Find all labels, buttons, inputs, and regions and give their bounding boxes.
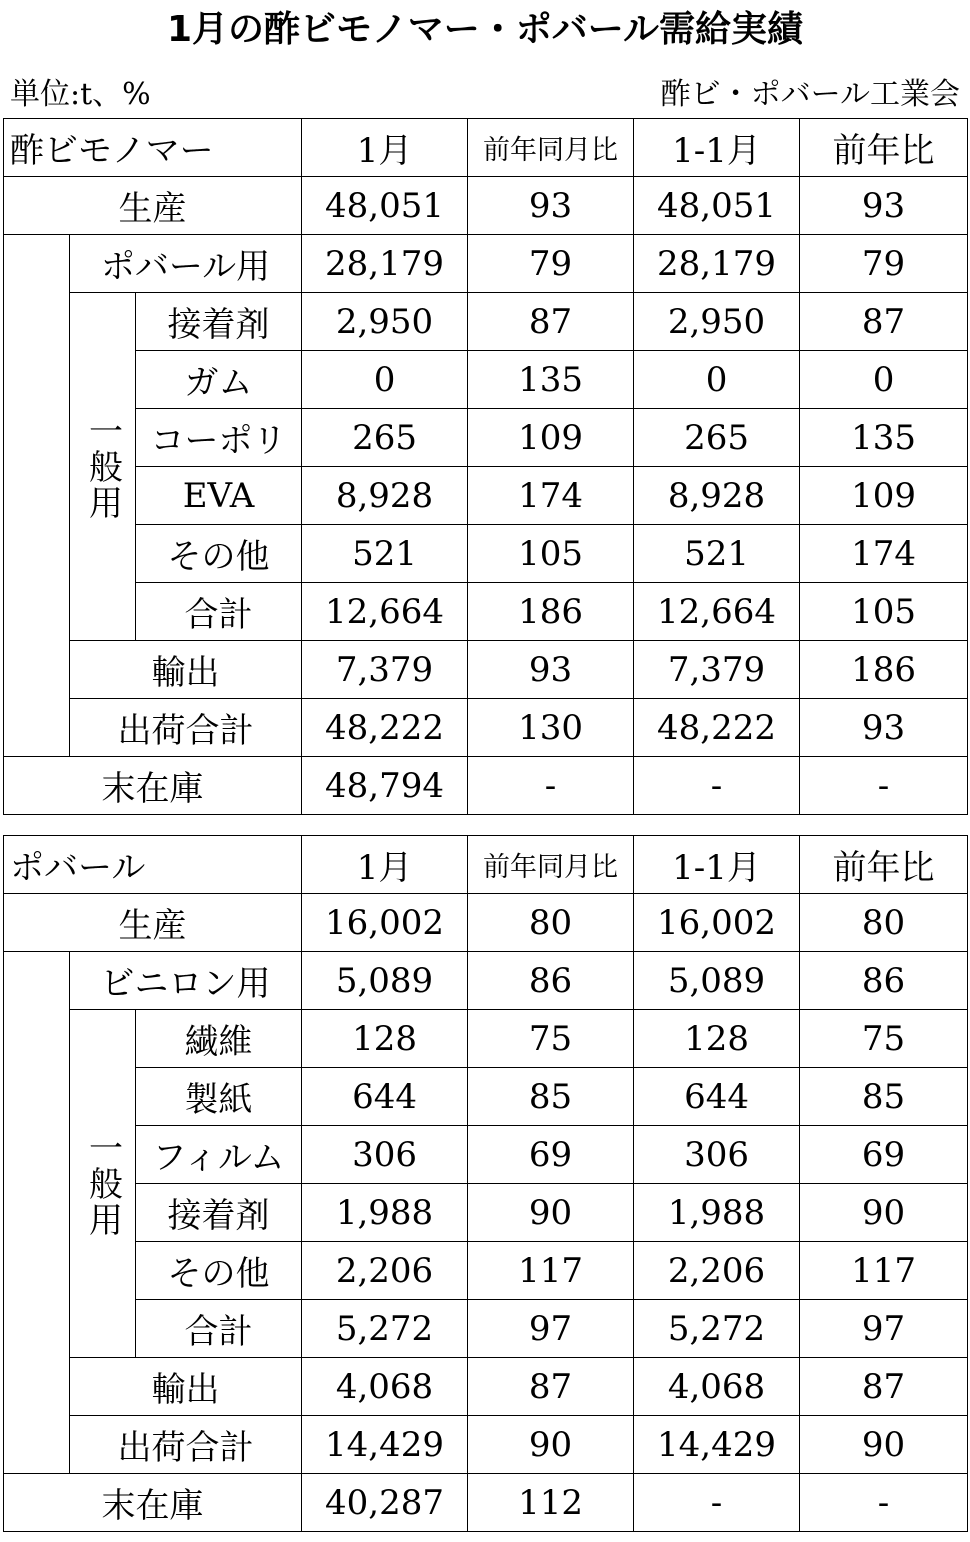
row-label: 末在庫 xyxy=(4,1474,302,1532)
table-header-row xyxy=(4,836,968,894)
indent-spacer xyxy=(4,235,70,757)
table-cell: 28,179 xyxy=(634,235,800,293)
table-row xyxy=(4,1300,968,1358)
row-label: 出荷合計 xyxy=(70,699,302,757)
row-label: その他 xyxy=(136,1242,302,1300)
table-cell: 69 xyxy=(468,1126,634,1184)
table-cell: 4,068 xyxy=(634,1358,800,1416)
table-cell: 644 xyxy=(634,1068,800,1126)
column-header: 前年比 xyxy=(800,836,968,894)
table-row xyxy=(4,1358,968,1416)
table-cell: 86 xyxy=(800,952,968,1010)
row-label: 合計 xyxy=(136,583,302,641)
table-row xyxy=(4,525,968,583)
column-header: 1月 xyxy=(302,836,468,894)
table-cell: 265 xyxy=(634,409,800,467)
table-row xyxy=(4,1416,968,1474)
unit-label: 単位:t、% xyxy=(10,77,151,112)
table-row xyxy=(4,177,968,235)
row-label: ガム xyxy=(136,351,302,409)
table-header-label: ポバール xyxy=(4,836,302,894)
table-cell: 86 xyxy=(468,952,634,1010)
table-cell: 117 xyxy=(800,1242,968,1300)
table-cell: 1,988 xyxy=(634,1184,800,1242)
table-row xyxy=(4,1242,968,1300)
source-label: 酢ビ・ポバール工業会 xyxy=(660,77,960,112)
table-cell: 90 xyxy=(800,1416,968,1474)
table-cell: 7,379 xyxy=(634,641,800,699)
table-row xyxy=(4,1068,968,1126)
table-row xyxy=(4,293,968,351)
table-cell: 5,089 xyxy=(634,952,800,1010)
vertical-label-text: 一般用 xyxy=(82,1129,123,1238)
row-label: フィルム xyxy=(136,1126,302,1184)
table-cell: - xyxy=(468,757,634,815)
table-cell: 90 xyxy=(468,1184,634,1242)
table-cell: 93 xyxy=(800,177,968,235)
table-row xyxy=(4,1126,968,1184)
table-header-row xyxy=(4,119,968,177)
table-cell: 79 xyxy=(800,235,968,293)
table-cell: 2,206 xyxy=(302,1242,468,1300)
table-cell: 8,928 xyxy=(302,467,468,525)
column-header: 前年同月比 xyxy=(468,836,634,894)
table-cell: 87 xyxy=(468,1358,634,1416)
table-row xyxy=(4,1474,968,1532)
table-row xyxy=(4,235,968,293)
table-row xyxy=(4,351,968,409)
table-cell: 85 xyxy=(468,1068,634,1126)
row-label: ビニロン用 xyxy=(70,952,302,1010)
row-label: コーポリ xyxy=(136,409,302,467)
row-label: その他 xyxy=(136,525,302,583)
table-cell: 2,206 xyxy=(634,1242,800,1300)
table-cell: 306 xyxy=(634,1126,800,1184)
table-cell: 1,988 xyxy=(302,1184,468,1242)
table-cell: - xyxy=(800,1474,968,1532)
table-cell: 97 xyxy=(468,1300,634,1358)
table-cell: 2,950 xyxy=(634,293,800,351)
table-row xyxy=(4,409,968,467)
row-label: 出荷合計 xyxy=(70,1416,302,1474)
table-cell: 75 xyxy=(800,1010,968,1068)
table-cell: 93 xyxy=(468,177,634,235)
table-cell: 117 xyxy=(468,1242,634,1300)
table-cell: 7,379 xyxy=(302,641,468,699)
table-cell: 174 xyxy=(468,467,634,525)
table-row xyxy=(4,699,968,757)
column-header: 1月 xyxy=(302,119,468,177)
table-cell: 16,002 xyxy=(302,894,468,952)
table-row xyxy=(4,1010,968,1068)
table-cell: 87 xyxy=(468,293,634,351)
table-cell: 521 xyxy=(302,525,468,583)
general-use-label xyxy=(70,293,136,641)
table-row xyxy=(4,467,968,525)
table-cell: 48,222 xyxy=(302,699,468,757)
general-use-label xyxy=(70,1010,136,1358)
table-cell: - xyxy=(800,757,968,815)
table-cell: 186 xyxy=(468,583,634,641)
column-header: 前年比 xyxy=(800,119,968,177)
table-cell: 16,002 xyxy=(634,894,800,952)
table-cell: 85 xyxy=(800,1068,968,1126)
column-header: 前年同月比 xyxy=(468,119,634,177)
table-cell: 265 xyxy=(302,409,468,467)
table-cell: 40,287 xyxy=(302,1474,468,1532)
table-row xyxy=(4,641,968,699)
table-cell: 5,272 xyxy=(634,1300,800,1358)
table-cell: 48,051 xyxy=(302,177,468,235)
table-cell: 109 xyxy=(800,467,968,525)
table-cell: 79 xyxy=(468,235,634,293)
table-cell: 14,429 xyxy=(302,1416,468,1474)
vam-table xyxy=(3,118,968,815)
table-cell: 306 xyxy=(302,1126,468,1184)
table-cell: 48,051 xyxy=(634,177,800,235)
table-row xyxy=(4,894,968,952)
table-cell: 75 xyxy=(468,1010,634,1068)
table-row xyxy=(4,1184,968,1242)
table-cell: 105 xyxy=(800,583,968,641)
table-cell: 0 xyxy=(302,351,468,409)
row-label: 合計 xyxy=(136,1300,302,1358)
table-cell: 130 xyxy=(468,699,634,757)
table-cell: 128 xyxy=(634,1010,800,1068)
table-cell: 69 xyxy=(800,1126,968,1184)
row-label: EVA xyxy=(136,467,302,525)
table-cell: 521 xyxy=(634,525,800,583)
table-cell: 135 xyxy=(468,351,634,409)
table-cell: 80 xyxy=(800,894,968,952)
table-cell: 0 xyxy=(634,351,800,409)
row-label: 製紙 xyxy=(136,1068,302,1126)
row-label: ポバール用 xyxy=(70,235,302,293)
table-cell: 14,429 xyxy=(634,1416,800,1474)
table-cell: 109 xyxy=(468,409,634,467)
table-cell: 186 xyxy=(800,641,968,699)
table-cell: 5,272 xyxy=(302,1300,468,1358)
page-title: 1月の酢ビモノマー・ポバール需給実績 xyxy=(167,9,803,50)
table-cell: 90 xyxy=(468,1416,634,1474)
table-cell: 112 xyxy=(468,1474,634,1532)
table-header-label: 酢ビモノマー xyxy=(4,119,302,177)
row-label: 繊維 xyxy=(136,1010,302,1068)
table-cell: 0 xyxy=(800,351,968,409)
table-cell: 93 xyxy=(468,641,634,699)
table-cell: 174 xyxy=(800,525,968,583)
indent-spacer xyxy=(4,952,70,1474)
column-header: 1-1月 xyxy=(634,836,800,894)
table-row xyxy=(4,583,968,641)
row-label: 生産 xyxy=(4,177,302,235)
pva-table xyxy=(3,835,968,1532)
row-label: 接着剤 xyxy=(136,293,302,351)
row-label: 接着剤 xyxy=(136,1184,302,1242)
table-cell: 105 xyxy=(468,525,634,583)
row-label: 輸出 xyxy=(70,1358,302,1416)
table-cell: 128 xyxy=(302,1010,468,1068)
table-cell: - xyxy=(634,1474,800,1532)
table-cell: 2,950 xyxy=(302,293,468,351)
table-cell: 12,664 xyxy=(634,583,800,641)
table-cell: 28,179 xyxy=(302,235,468,293)
table-cell: 12,664 xyxy=(302,583,468,641)
column-header: 1-1月 xyxy=(634,119,800,177)
table-cell: 4,068 xyxy=(302,1358,468,1416)
row-label: 生産 xyxy=(4,894,302,952)
table-cell: 90 xyxy=(800,1184,968,1242)
table-cell: 48,222 xyxy=(634,699,800,757)
row-label: 末在庫 xyxy=(4,757,302,815)
table-cell: 135 xyxy=(800,409,968,467)
table-row xyxy=(4,952,968,1010)
table-cell: 8,928 xyxy=(634,467,800,525)
table-row xyxy=(4,757,968,815)
table-cell: 87 xyxy=(800,1358,968,1416)
table-cell: 87 xyxy=(800,293,968,351)
table-cell: - xyxy=(634,757,800,815)
table-cell: 80 xyxy=(468,894,634,952)
table-cell: 5,089 xyxy=(302,952,468,1010)
vertical-label-text: 一般用 xyxy=(82,412,123,521)
table-cell: 93 xyxy=(800,699,968,757)
table-cell: 48,794 xyxy=(302,757,468,815)
table-cell: 97 xyxy=(800,1300,968,1358)
row-label: 輸出 xyxy=(70,641,302,699)
table-cell: 644 xyxy=(302,1068,468,1126)
